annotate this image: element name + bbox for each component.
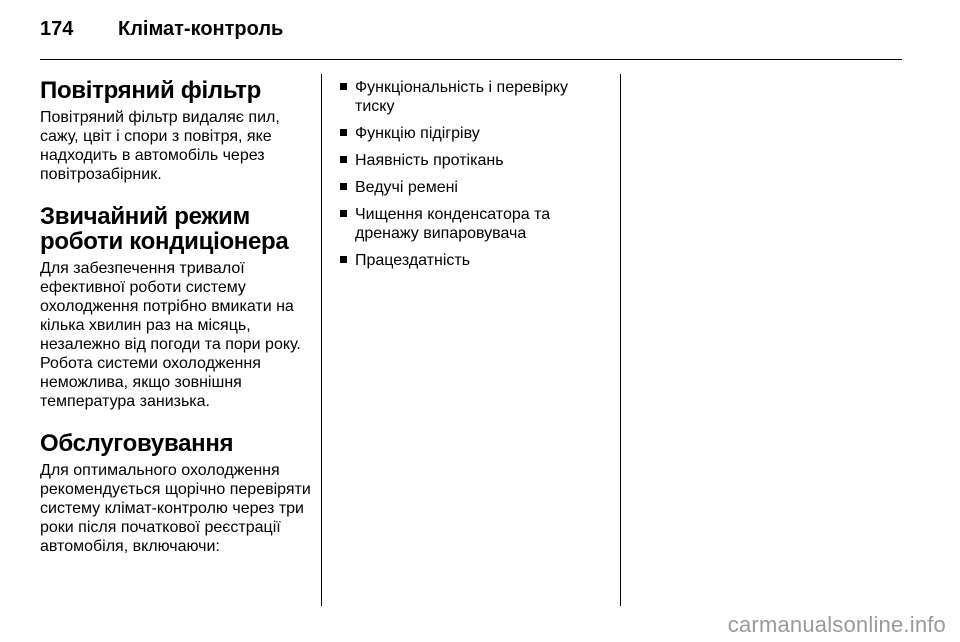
- square-bullet-icon: [340, 210, 347, 217]
- square-bullet-icon: [340, 156, 347, 163]
- list-item-text: Функцію підігріву: [355, 125, 480, 142]
- chapter-title: Клімат-контроль: [118, 18, 284, 40]
- left-column: [40, 78, 314, 556]
- section-text-service: Для оптимального охолодження рекомендується щорічно перевіряти систему клімат-контролю через три роки після початкової реєстрації автомобіля, включаючи:: [40, 462, 311, 555]
- middle-column: [340, 78, 610, 278]
- section-text-normal-ac-operation: Для забезпечення тривалої ефективної роботи систему охолодження потрібно вмикати на кілька хвилин раз на місяць, незалежно від погоди та пори року. Робота системи охолодження неможлива, якщо зовнішня температура занизька.: [40, 260, 301, 410]
- column-divider-1: [321, 74, 322, 606]
- list-item: [340, 178, 610, 197]
- section-heading-air-filter: Повітряний фільтр: [40, 77, 261, 104]
- list-item: [340, 78, 610, 116]
- watermark-text: carmanualsonline.info: [727, 612, 946, 637]
- list-item: [340, 124, 610, 143]
- square-bullet-icon: [340, 256, 347, 263]
- list-item-text: Наявність протікань: [355, 152, 504, 169]
- list-item-text: Чищення конденсатора та дренажу випаровувача: [355, 206, 551, 242]
- header-divider: [40, 59, 902, 60]
- list-item: [340, 205, 610, 243]
- list-item: [340, 251, 610, 270]
- list-item-text: Працездатність: [355, 252, 471, 269]
- column-divider-2: [620, 74, 621, 606]
- service-checklist: [340, 78, 610, 270]
- page-number: 174: [40, 18, 74, 40]
- square-bullet-icon: [340, 129, 347, 136]
- section-heading-service: Обслуговування: [40, 430, 234, 457]
- square-bullet-icon: [340, 183, 347, 190]
- list-item-text: Ведучі ремені: [355, 179, 458, 196]
- list-item-text: Функціональність і перевірку тиску: [355, 79, 569, 115]
- section-heading-normal-ac-operation: Звичайний режим роботи кондиціонера: [40, 203, 289, 255]
- square-bullet-icon: [340, 83, 347, 90]
- list-item: [340, 151, 610, 170]
- section-text-air-filter: Повітряний фільтр видаляє пил, сажу, цвіт і спори з повітря, яке надходить в автомобіль через повітрозабірник.: [40, 109, 280, 183]
